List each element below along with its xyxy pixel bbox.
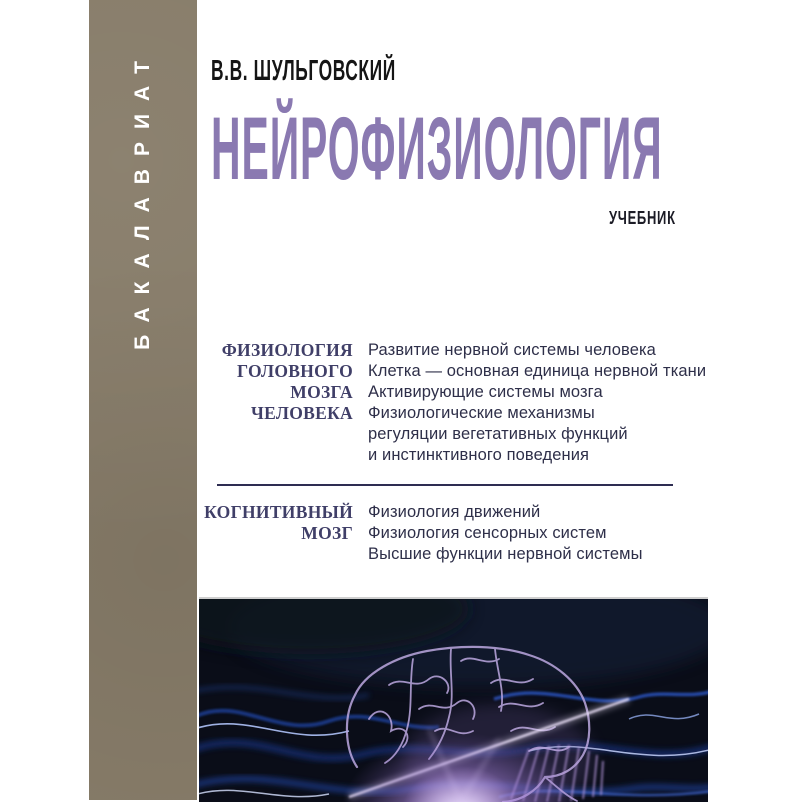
edition-badge: УЧЕБНИК bbox=[609, 208, 676, 228]
heading-line: ФИЗИОЛОГИЯ bbox=[221, 340, 353, 360]
toc-line: Клетка — основная единица нервной ткани bbox=[368, 362, 707, 380]
section-items bbox=[368, 340, 706, 466]
series-label-wrap bbox=[89, 48, 197, 368]
brain-photo bbox=[199, 599, 708, 802]
heading-line: КОГНИТИВНЫЙ bbox=[204, 502, 353, 522]
section-heading bbox=[197, 340, 353, 466]
toc-line: Высшие функции нервной системы bbox=[368, 545, 643, 563]
toc-line: Развитие нервной системы человека bbox=[368, 341, 656, 359]
heading-line: ГОЛОВНОГО МОЗГА bbox=[237, 361, 353, 402]
series-label: БАКАЛАВРИАТ bbox=[131, 48, 154, 350]
section-heading bbox=[197, 502, 353, 565]
heading-line: МОЗГ bbox=[301, 523, 353, 543]
toc-section-cognitive bbox=[197, 502, 683, 565]
section-divider bbox=[217, 484, 673, 486]
toc-line: и инстинктивного поведения bbox=[368, 446, 590, 464]
toc-line: Физиология сенсорных систем bbox=[368, 524, 607, 542]
cover-photo bbox=[199, 597, 708, 802]
toc-line: Физиология движений bbox=[368, 503, 541, 521]
toc-line: Активирующие системы мозга bbox=[368, 383, 603, 401]
toc-line: регуляции вегетативных функций bbox=[368, 425, 628, 443]
author-name: В.В. ШУЛЬГОВСКИЙ bbox=[211, 55, 396, 87]
section-items bbox=[368, 502, 683, 565]
toc-line: Физиологические механизмы bbox=[368, 404, 595, 422]
toc-section-physiology bbox=[197, 340, 707, 466]
heading-line: ЧЕЛОВЕКА bbox=[250, 403, 353, 423]
book-title: НЕЙРОФИЗИОЛОГИЯ bbox=[211, 98, 663, 198]
